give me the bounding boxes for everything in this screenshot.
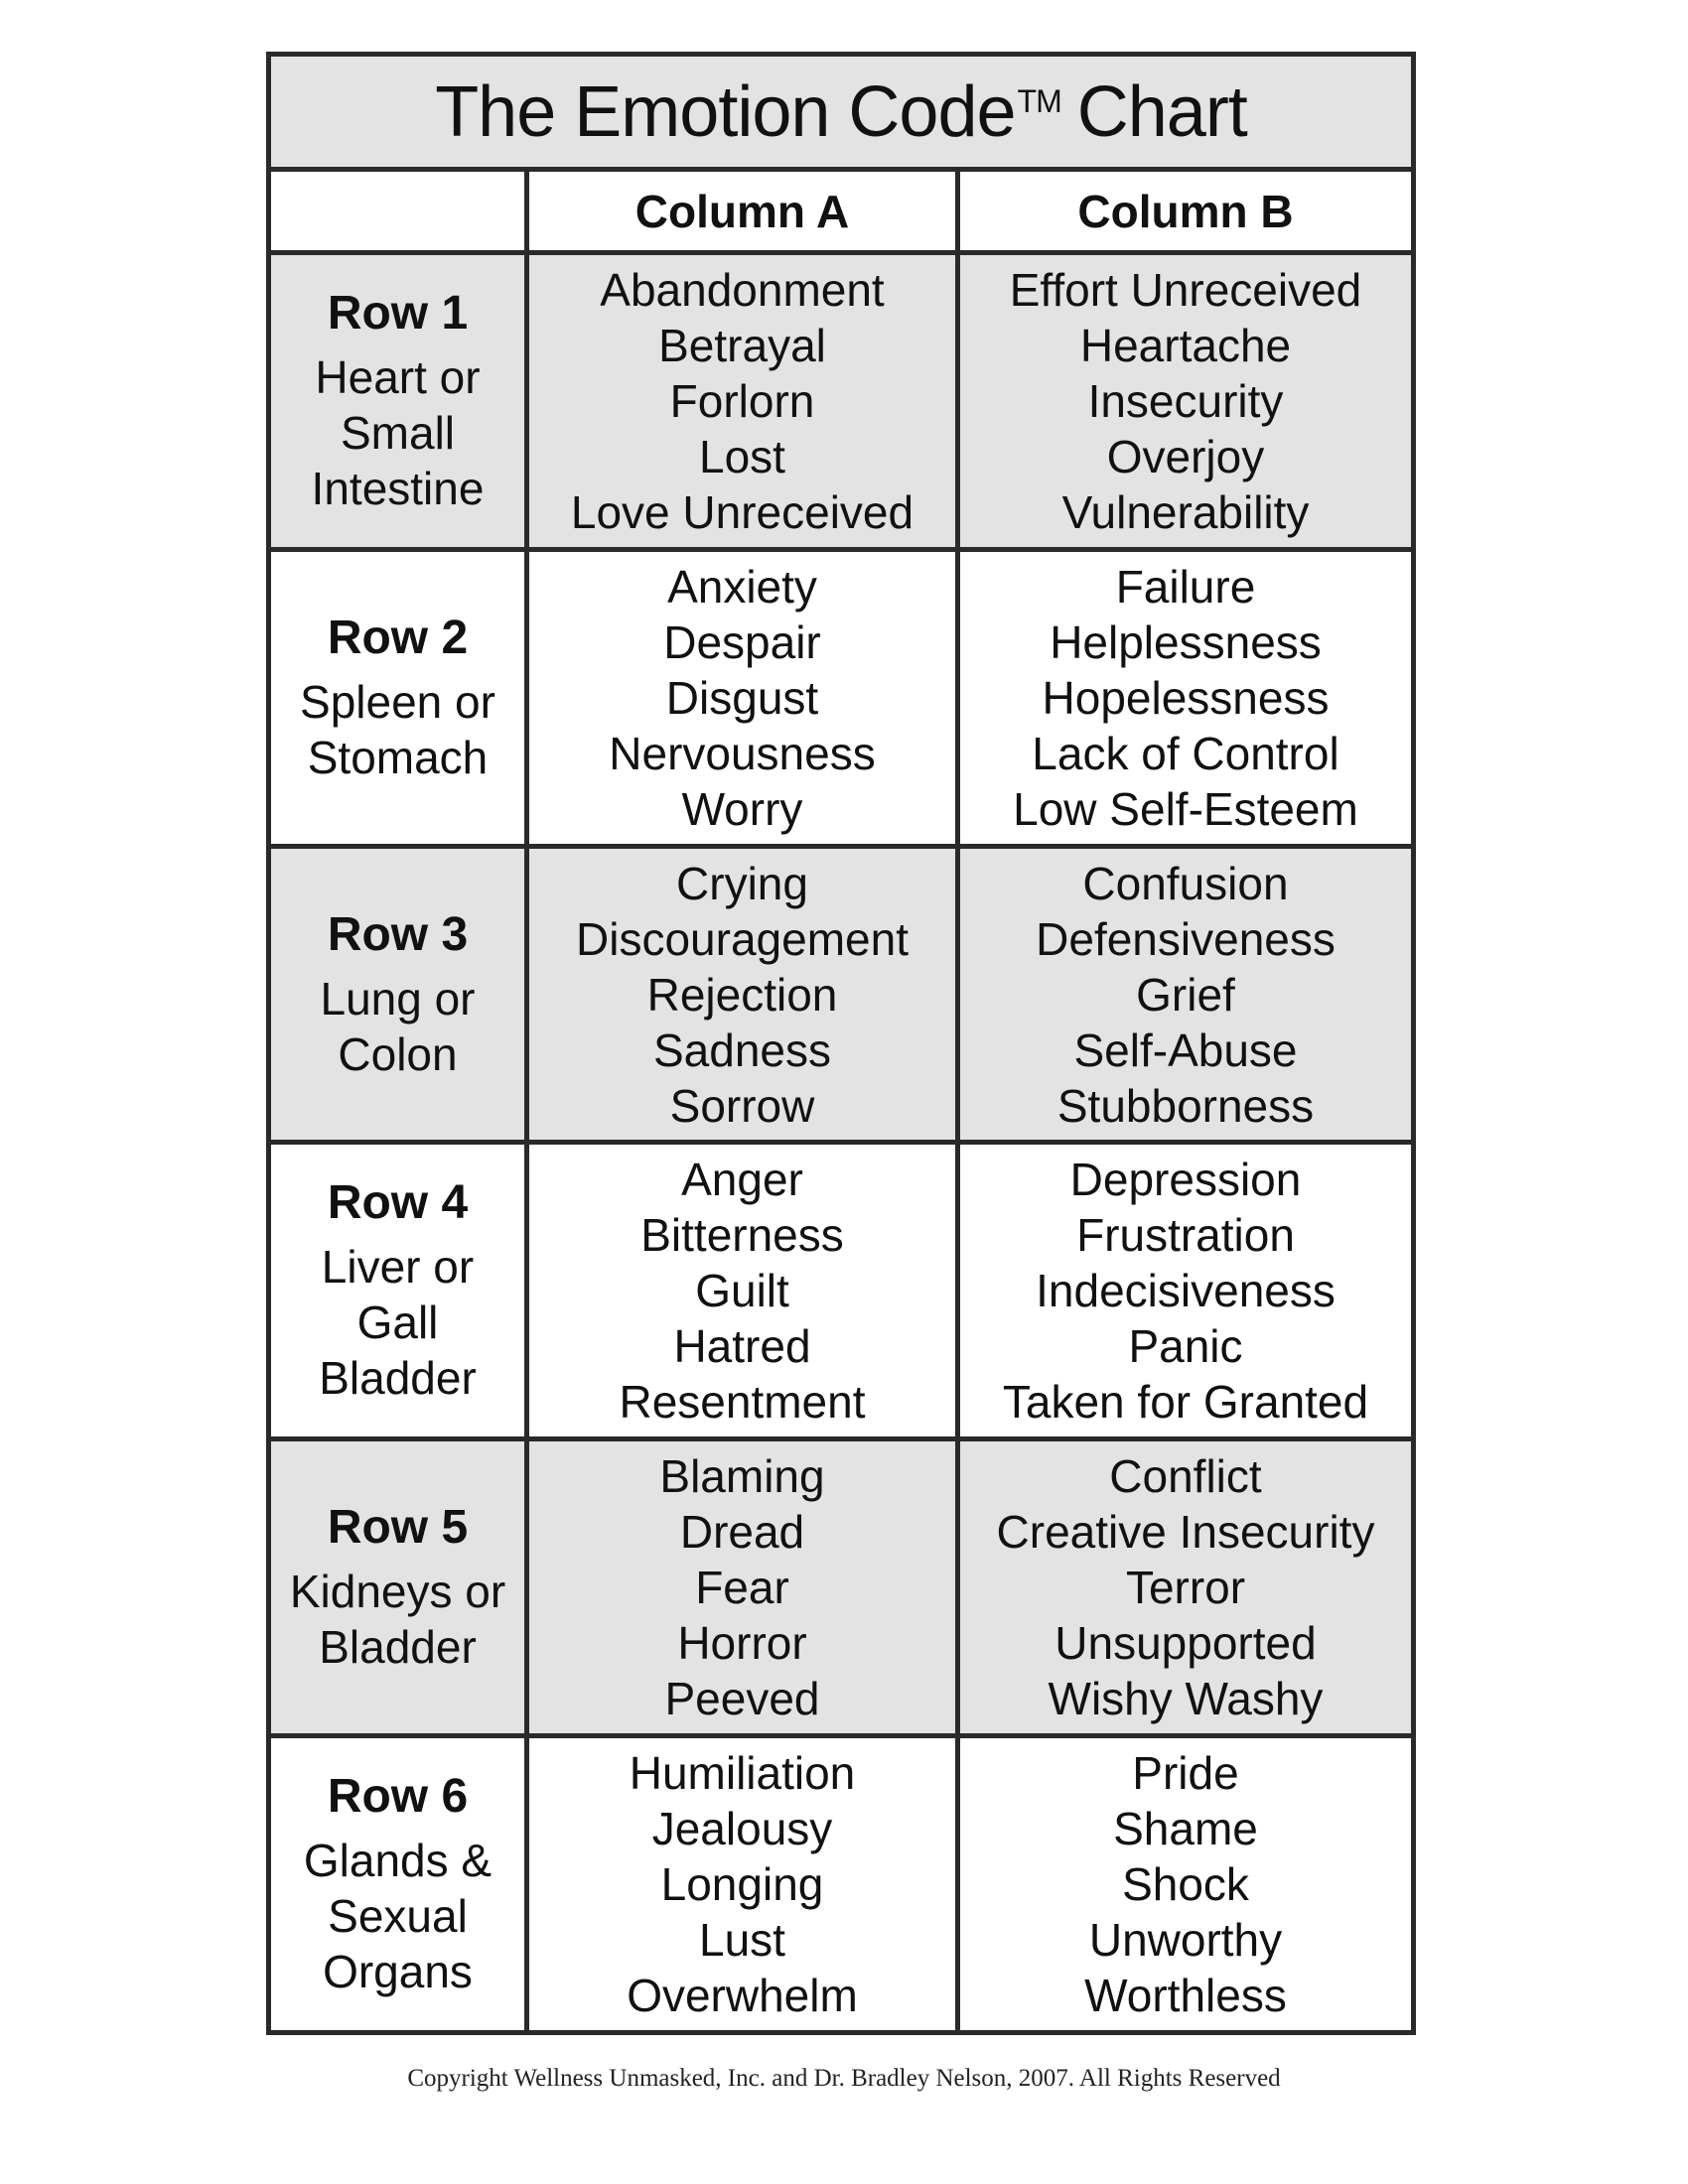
row-label-cell	[271, 1145, 529, 1436]
chart-title-main: The Emotion Code	[435, 71, 1016, 152]
table-row	[271, 1145, 1411, 1441]
emotion-item: Helplessness	[1050, 615, 1322, 668]
emotion-item: Unsupported	[1055, 1617, 1317, 1670]
emotion-item: Fear	[695, 1562, 789, 1614]
row-label-cell	[271, 255, 529, 547]
row-label-cell	[271, 1738, 529, 2030]
emotion-item: Unworthy	[1088, 1914, 1283, 1967]
row-name: Row 2	[327, 611, 469, 664]
emotion-item: Love Unreceived	[570, 485, 914, 538]
organ-label: Sexual	[328, 1890, 468, 1943]
emotion-item: Wishy Washy	[1048, 1673, 1324, 1725]
emotion-item: Lack of Control	[1032, 727, 1339, 779]
emotion-item: Longing	[660, 1858, 824, 1911]
emotion-item: Failure	[1115, 560, 1256, 613]
column-b-cell	[960, 1441, 1411, 1733]
emotion-item: Hopelessness	[1042, 671, 1330, 724]
emotion-item: Crying	[676, 857, 808, 909]
organ-label: Liver or	[321, 1241, 475, 1294]
row-name: Row 1	[327, 286, 469, 340]
emotion-item: Hatred	[673, 1320, 811, 1373]
emotion-item: Stubborness	[1056, 1079, 1315, 1132]
emotion-item: Overjoy	[1106, 430, 1265, 482]
emotion-item: Pride	[1132, 1747, 1239, 1800]
emotion-item: Conflict	[1109, 1450, 1262, 1503]
organ-label: Small	[340, 406, 456, 459]
emotion-item: Forlorn	[669, 374, 815, 427]
emotion-item: Vulnerability	[1061, 485, 1310, 538]
emotion-item: Low Self-Esteem	[1013, 782, 1358, 835]
header-blank-cell	[271, 172, 529, 250]
emotion-item: Worry	[681, 782, 803, 835]
emotion-item: Abandonment	[600, 263, 885, 316]
column-b-cell	[960, 552, 1411, 844]
organ-label: Lung or	[320, 972, 476, 1024]
emotion-item: Peeved	[664, 1673, 820, 1725]
emotion-item: Insecurity	[1087, 374, 1284, 427]
column-b-cell	[960, 1145, 1411, 1436]
table-row	[271, 1441, 1411, 1738]
emotion-item: Self-Abuse	[1073, 1024, 1298, 1076]
table-row	[271, 849, 1411, 1146]
emotion-item: Dread	[679, 1506, 805, 1559]
table-row	[271, 552, 1411, 849]
emotion-code-chart	[266, 52, 1416, 2035]
emotion-item: Indecisiveness	[1036, 1265, 1336, 1317]
column-b-cell	[960, 255, 1411, 547]
emotion-item: Betrayal	[658, 319, 826, 371]
table-row	[271, 255, 1411, 552]
row-label-cell	[271, 849, 529, 1141]
column-a-cell	[529, 1441, 960, 1733]
organ-label: Intestine	[311, 462, 485, 514]
emotion-item: Rejection	[646, 968, 838, 1021]
emotion-item: Humiliation	[629, 1747, 856, 1800]
column-a-cell	[529, 1738, 960, 2030]
table-row	[271, 1738, 1411, 2030]
emotion-item: Discouragement	[576, 912, 909, 965]
emotion-item: Anxiety	[667, 560, 817, 613]
organ-label: Heart or	[315, 350, 481, 403]
organ-label: Kidneys or	[289, 1566, 506, 1618]
row-name: Row 4	[327, 1176, 469, 1230]
emotion-item: Confusion	[1082, 857, 1289, 909]
emotion-item: Overwhelm	[627, 1970, 858, 2022]
emotion-item: Taken for Granted	[1002, 1376, 1369, 1429]
emotion-item: Terror	[1125, 1562, 1246, 1614]
emotion-item: Sorrow	[669, 1079, 815, 1132]
row-name: Row 6	[327, 1770, 469, 1824]
emotion-item: Worthless	[1084, 1970, 1287, 2022]
emotion-item: Depression	[1069, 1154, 1302, 1206]
emotion-item: Lust	[699, 1914, 785, 1967]
chart-title-suffix: Chart	[1076, 71, 1247, 152]
emotion-item: Lost	[699, 430, 785, 482]
row-label-cell	[271, 552, 529, 844]
column-a-cell	[529, 255, 960, 547]
organ-label: Organs	[323, 1946, 473, 1998]
emotion-item: Shame	[1113, 1803, 1258, 1855]
emotion-item: Sadness	[652, 1024, 831, 1076]
organ-label: Bladder	[319, 1621, 477, 1674]
emotion-item: Despair	[663, 615, 821, 668]
row-name: Row 5	[327, 1501, 469, 1555]
column-a-header: Column A	[529, 172, 960, 250]
emotion-item: Grief	[1136, 968, 1235, 1021]
organ-label: Stomach	[307, 731, 489, 783]
organ-label: Colon	[338, 1027, 458, 1080]
column-a-cell	[529, 1145, 960, 1436]
emotion-item: Frustration	[1076, 1209, 1295, 1262]
emotion-item: Heartache	[1079, 319, 1292, 371]
emotion-item: Defensiveness	[1036, 912, 1336, 965]
emotion-item: Jealousy	[651, 1803, 833, 1855]
emotion-item: Shock	[1122, 1858, 1249, 1911]
copyright-notice: Copyright Wellness Unmasked, Inc. and Dr. Bradley Nelson, 2007. All Rights Reserved	[407, 2065, 1281, 2092]
emotion-item: Guilt	[695, 1265, 789, 1317]
organ-label: Spleen or	[300, 675, 495, 728]
column-b-header: Column B	[1077, 185, 1294, 237]
emotion-item: Creative Insecurity	[996, 1506, 1375, 1559]
column-b-cell	[960, 1738, 1411, 2030]
row-name: Row 3	[327, 907, 469, 961]
organ-label: Glands &	[303, 1835, 492, 1887]
emotion-item: Disgust	[665, 671, 819, 724]
emotion-item: Resentment	[619, 1376, 866, 1429]
organ-label: Gall	[356, 1297, 439, 1349]
emotion-item: Bitterness	[640, 1209, 844, 1262]
column-header-row	[271, 172, 1411, 255]
organ-label: Bladder	[319, 1352, 477, 1405]
emotion-item: Blaming	[659, 1450, 825, 1503]
row-label-cell	[271, 1441, 529, 1733]
trademark-mark: TM	[1017, 83, 1061, 119]
column-b-cell	[960, 849, 1411, 1141]
emotion-item: Panic	[1128, 1320, 1243, 1373]
column-a-cell	[529, 849, 960, 1141]
emotion-item: Horror	[677, 1617, 807, 1670]
emotion-item: Effort Unreceived	[1009, 263, 1362, 316]
emotion-item: Anger	[681, 1154, 803, 1206]
column-a-cell	[529, 552, 960, 844]
emotion-item: Nervousness	[609, 727, 876, 779]
chart-title	[271, 57, 1411, 172]
